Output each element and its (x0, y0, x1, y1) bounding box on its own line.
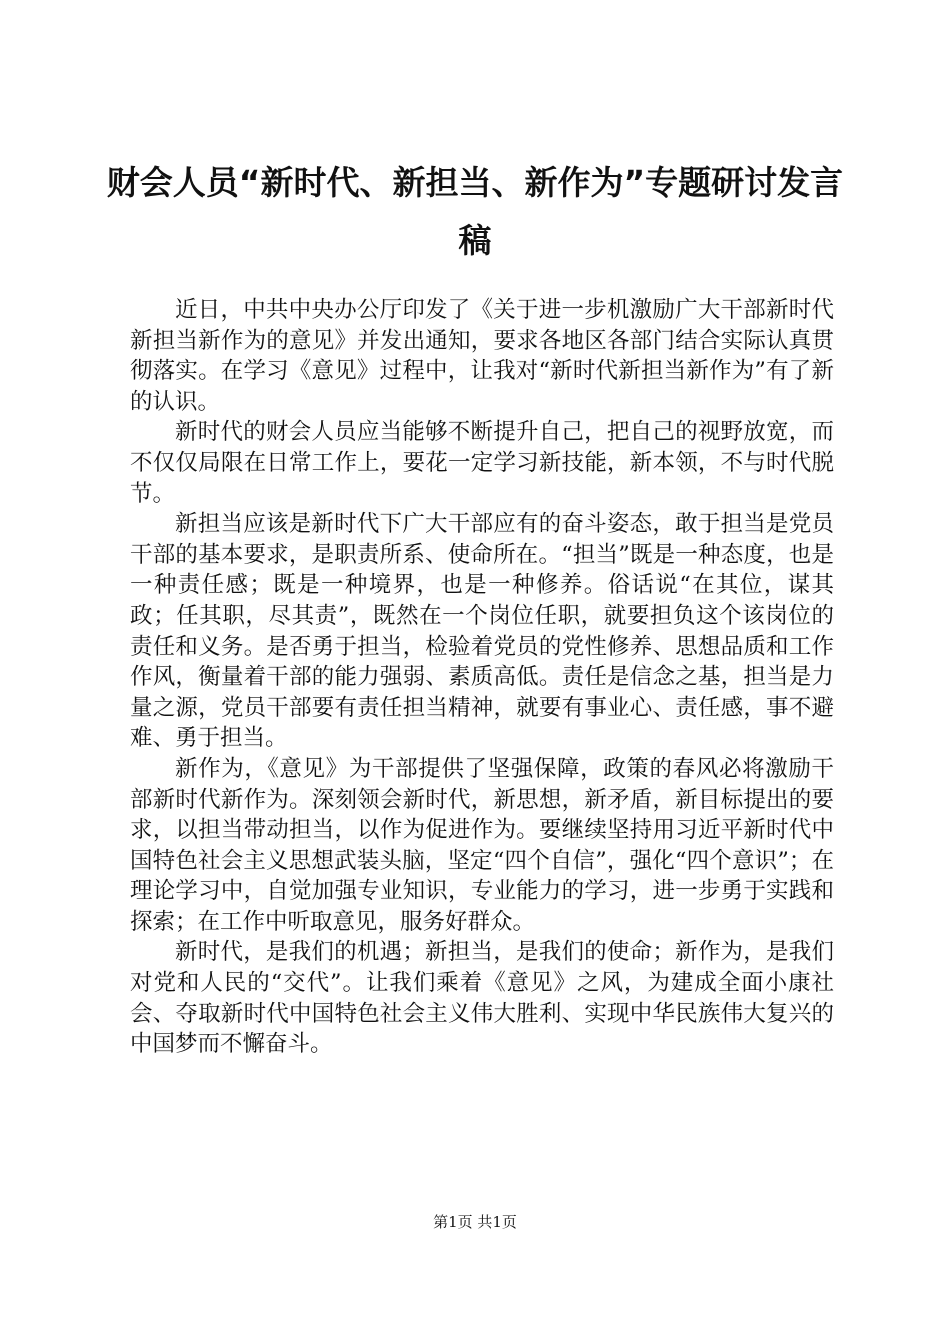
paragraph-3: 新担当应该是新时代下广大干部应有的奋斗姿态，敢于担当是党员干部的基本要求，是职责所系、使命所在。“担当”既是一种态度，也是一种责任感；既是一种境界，也是一种修养。俗话说“在其位，谋其政；任其职，尽其责”，既然在一个岗位任职，就要担负这个该岗位的责任和义务。是否勇于担当，检验着党员的党性修养、思想品质和工作作风，衡量着干部的能力强弱、素质高低。责任是信念之基，担当是力量之源，党员干部要有责任担当精神，就要有事业心、责任感，事不避难、勇于担当。 (130, 511, 834, 752)
page-footer (0, 1212, 950, 1232)
document-body (130, 295, 834, 1060)
paragraph-1: 近日，中共中央办公厅印发了《关于进一步机激励广大干部新时代新担当新作为的意见》并发出通知，要求各地区各部门结合实际认真贯彻落实。在学习《意见》过程中，让我对“新时代新担当新作为”有了新的认识。 (130, 297, 834, 415)
paragraph-2: 新时代的财会人员应当能够不断提升自己，把自己的视野放宽，而不仅仅局限在日常工作上，要花一定学习新技能，新本领，不与时代脱节。 (130, 419, 834, 507)
document-title: 财会人员“新时代、新担当、新作为”专题研讨发言稿 (106, 163, 844, 260)
page-number: 第1页 共1页 (433, 1213, 517, 1231)
paragraph-5: 新时代，是我们的机遇；新担当，是我们的使命；新作为，是我们对党和人民的“交代”。让我们乘着《意见》之风，为建成全面小康社会、夺取新时代中国特色社会主义伟大胜利、实现中华民族伟大复兴的中国梦而不懈奋斗。 (130, 939, 834, 1058)
paragraph-4: 新作为，《意见》为干部提供了坚强保障，政策的春风必将激励干部新时代新作为。深刻领会新时代，新思想，新矛盾，新目标提出的要求，以担当带动担当，以作为促进作为。要继续坚持用习近平新时代中国特色社会主义思想武装头脑，坚定“四个自信”，强化“四个意识”；在理论学习中，自觉加强专业知识，专业能力的学习，进一步勇于实践和探索；在工作中听取意见，服务好群众。 (130, 755, 834, 935)
